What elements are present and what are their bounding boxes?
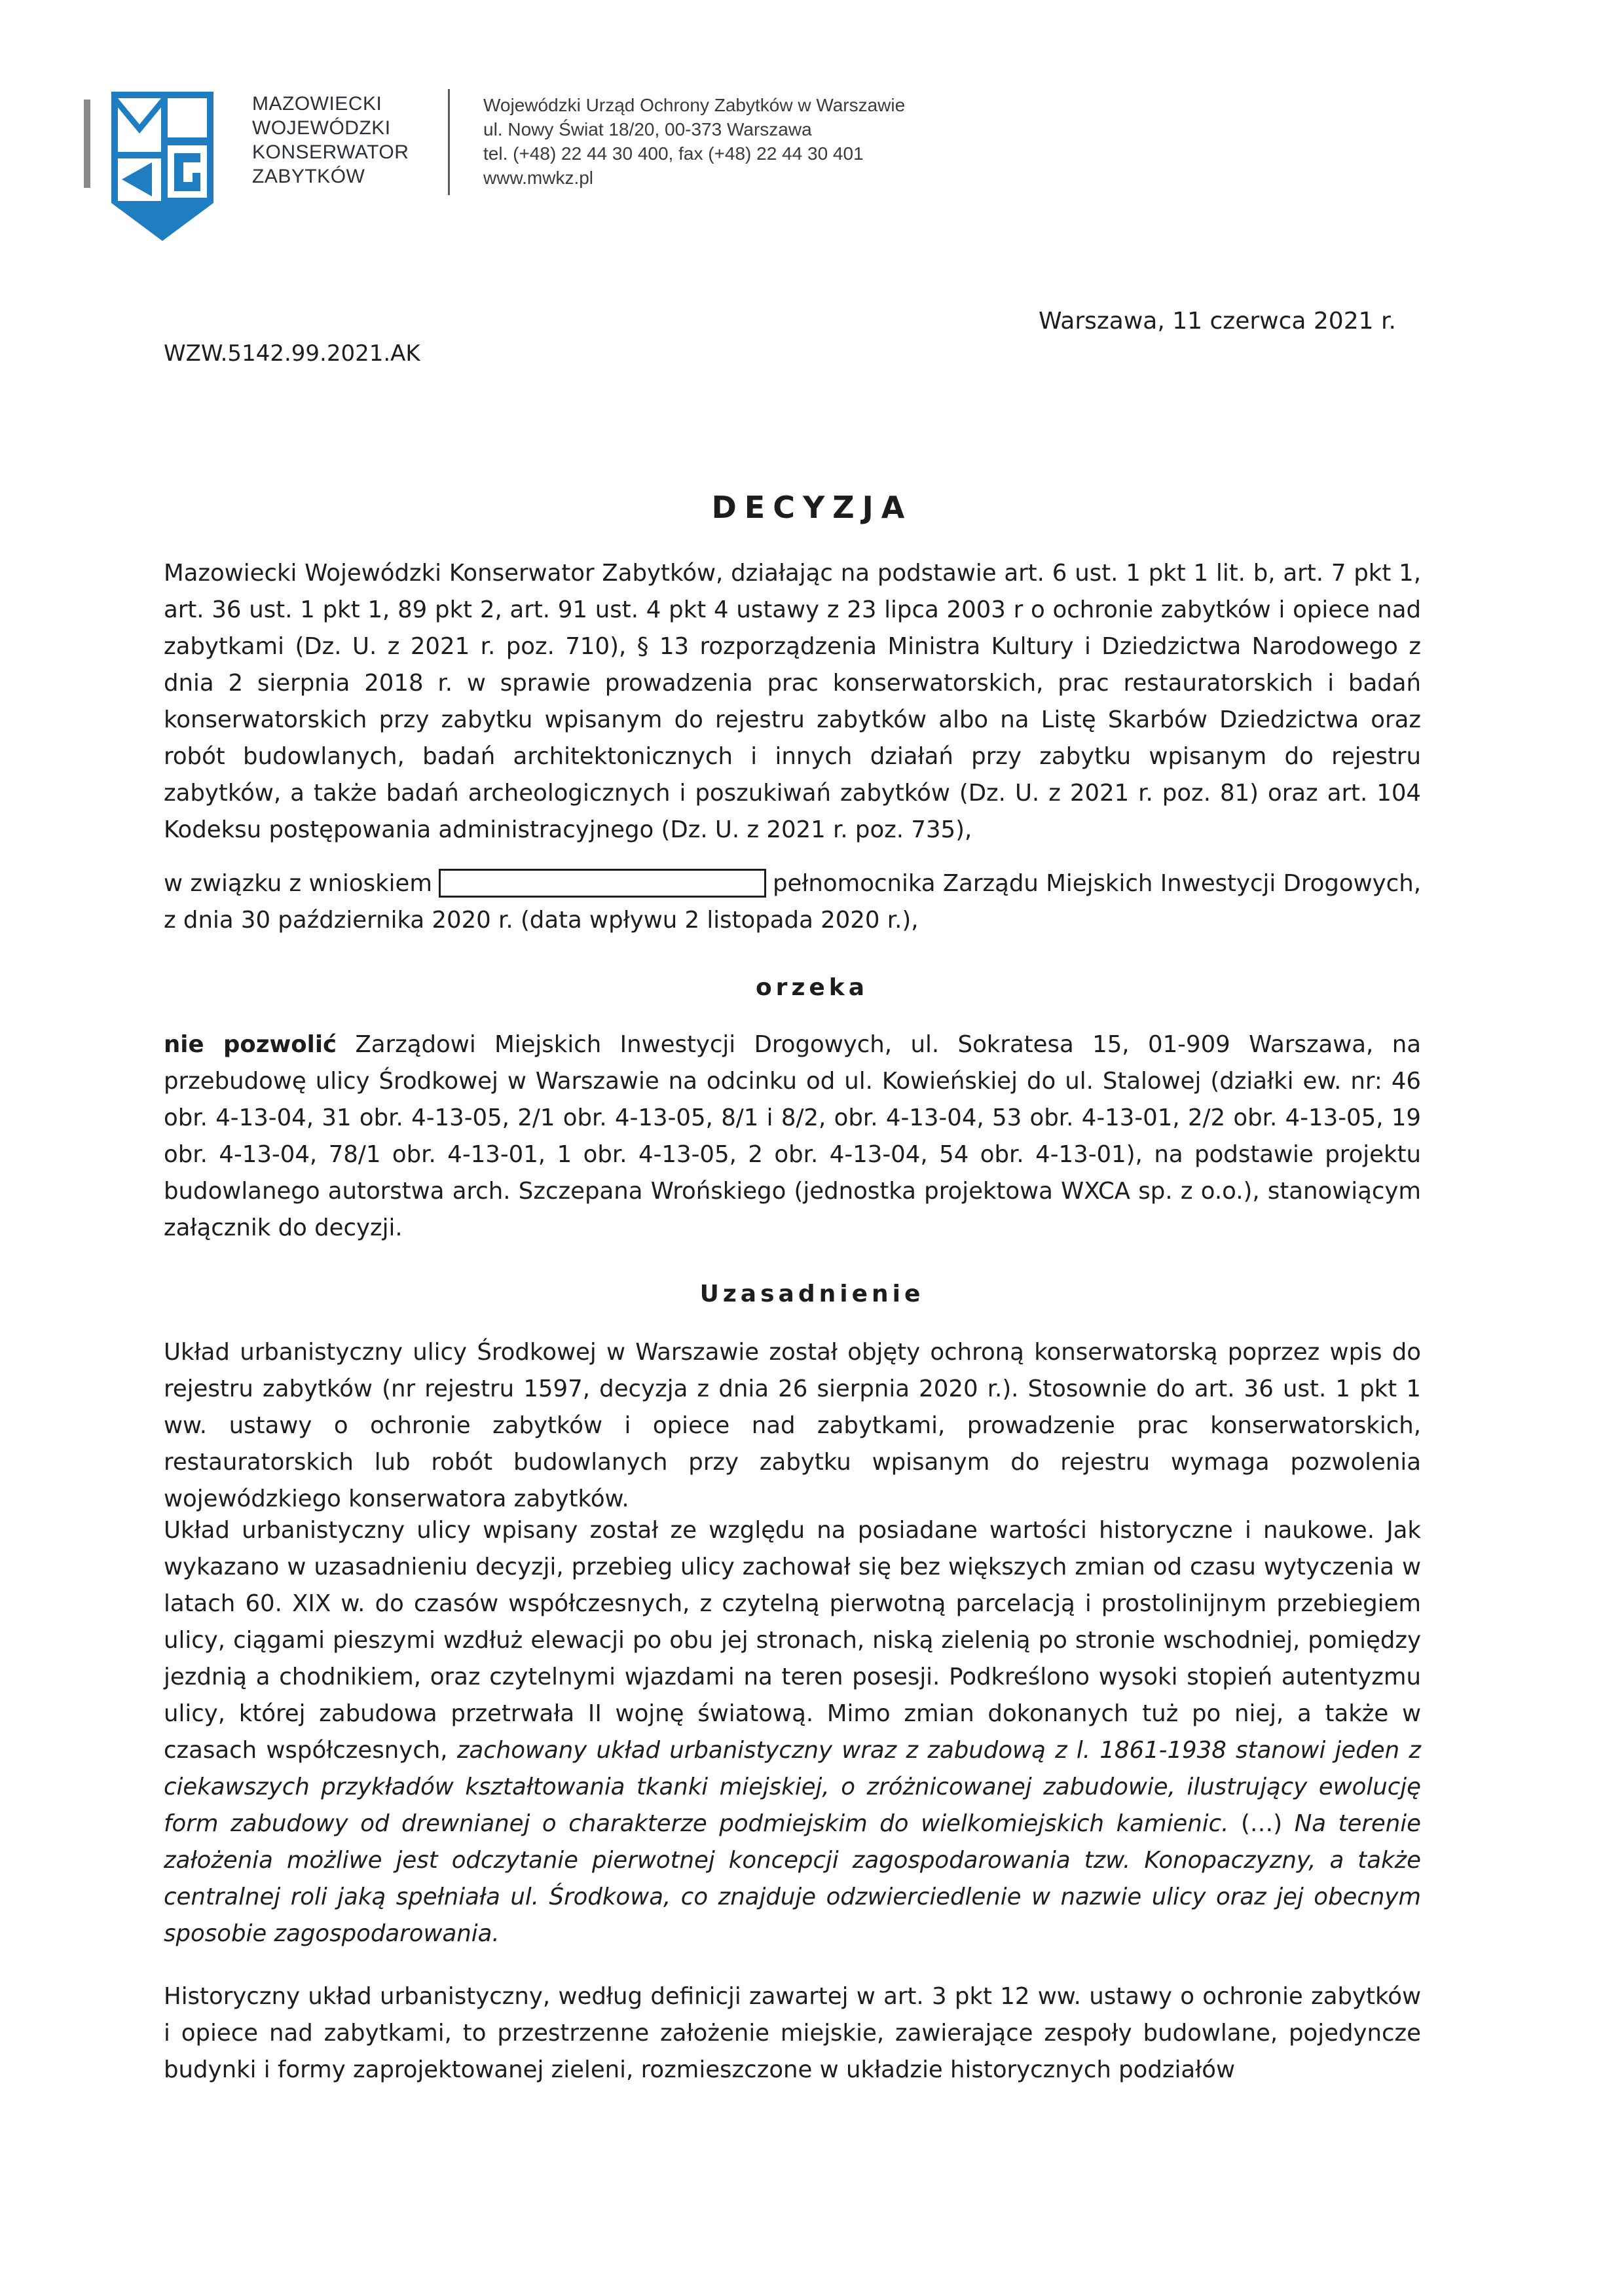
website-link[interactable]: www.mwkz.pl	[483, 168, 594, 188]
ruling-heading: orzeka	[755, 974, 869, 1001]
org-name	[252, 92, 409, 189]
org-line: KONSERWATOR	[252, 141, 409, 163]
ruling-text: Zarządowi Miejskich Inwestycji Drogowych, ul. Sokratesa 15, 01-909 Warszawa, na przebudowę ulicy Środkowej w Warszawie na odcinku od ul. Kowieńskiej do ul. Stalowej (działki ew. nr: 46 obr. 4-13-04, 31 obr. 4-13-05, 2/1 obr. 4-13-05, 8/1 i 8/2, obr. 4-13-04, 53 obr. 4-13-01, 2/2 obr. 4-13-05, 19 obr. 4-13-04, 78/1 obr. 4-13-01, 1 obr. 4-13-05, 2 obr. 4-13-04, 54 obr. 4-13-01), na podstawie projektu budowlanego autorstwa arch. Szczepana Wrońskiego (jednostka projektowa WXCA sp. z o.o.), stanowiącym załącznik do decyzji.	[164, 1031, 1421, 1241]
address-line: ul. Nowy Świat 18/20, 00-373 Warszawa	[483, 119, 812, 139]
justification-paragraph-1: Układ urbanistyczny ulicy Środkowej w Warszawie został objęty ochroną konserwatorską poprzez wpis do rejestru zabytków (nr rejestru 1597, decyzja z dnia 26 sierpnia 2020 r.). Stosownie do art. 36 ust. 1 pkt 1 ww. ustawy o ochronie zabytków i opiece nad zabytkami, prowadzenie prac konserwatorskich, restauratorskich lub robót budowlanych przy zabytku wpisanym do rejestru wymaga pozwolenia wojewódzkiego konserwatora zabytków.	[164, 1339, 1421, 1512]
request-paragraph	[164, 866, 1421, 939]
address-line: Wojewódzki Urząd Ochrony Zabytków w Warszawie	[483, 95, 906, 115]
org-line: ZABYTKÓW	[252, 166, 365, 187]
mwkz-logo-icon	[84, 86, 221, 244]
office-address	[483, 93, 905, 190]
request-before: w związku z wnioskiem	[164, 870, 432, 897]
org-line: MAZOWIECKI	[252, 93, 382, 115]
redacted-name-box	[439, 869, 766, 898]
p2-ellipsis: (…)	[1240, 1810, 1283, 1837]
header-divider	[448, 89, 450, 195]
p2-plain: Układ urbanistyczny ulicy wpisany został ze względu na posiadane wartości historyczne i naukowe. Jak wykazano w uzasadnieniu decyzji, przebieg ulicy zachował się bez większych zmian od czasu wytyczenia w latach 60. XIX w. do czasów współczesnych, z czytelną pierwotną parcelacją i prostolinijnym przebiegiem ulicy, ciągami pieszymi wzdłuż elewacji po obu jej stronach, niską zielenią po stronie wschodniej, pomiędzy jezdnią a chodnikiem, oraz czytelnymi wjazdami na teren posesji. Podkreślono wysoki stopień autentyzmu ulicy, której zabudowa przetrwała II wojnę światową. Mimo zmian dokonanych tuż po niej, a także w czasach współczesnych,	[164, 1517, 1421, 1764]
document-date: Warszawa, 11 czerwca 2021 r.	[1039, 308, 1396, 335]
legal-basis-paragraph: Mazowiecki Wojewódzki Konserwator Zabytków, działając na podstawie art. 6 ust. 1 pkt 1 lit. b, art. 7 pkt 1, art. 36 ust. 1 pkt 1, 89 pkt 2, art. 91 ust. 4 pkt 4 ustawy z 23 lipca 2003 r o ochronie zabytków i opiece nad zabytkami (Dz. U. z 2021 r. poz. 710), § 13 rozporządzenia Ministra Kultury i Dziedzictwa Narodowego z dnia 2 sierpnia 2018 r. w sprawie prowadzenia prac konserwatorskich, prac restauratorskich i badań konserwatorskich przy zabytku wpisanym do rejestru zabytków albo na Listę Skarbów Dziedzictwa oraz robót budowlanych, badań architektonicznych i innych działań przy zabytku wpisanym do rejestru zabytków, a także badań archeologicznych i poszukiwań zabytków (Dz. U. z 2021 r. poz. 81) oraz art. 104 Kodeksu postępowania administracyjnego (Dz. U. z 2021 r. poz. 735),	[164, 560, 1421, 843]
ruling-bold: nie pozwolić	[164, 1031, 337, 1058]
p2-quote-2: Na terenie założenia możliwe jest odczytanie pierwotnej koncepcji zagospodarowania tzw. Konopaczyzny, a także centralnej roli jaką spełniała ul. Środkowa, co znajduje odzwierciedlenie w nazwie ulicy oraz jej obecnym sposobie zagospodarowania.	[164, 1810, 1421, 1947]
address-line: tel. (+48) 22 44 30 400, fax (+48) 22 44 30 401	[483, 143, 864, 164]
document-title: DECYZJA	[711, 490, 913, 525]
justification-paragraph-3: Historyczny układ urbanistyczny, według definicji zawartej w art. 3 pkt 12 ww. ustawy o ochronie zabytków i opiece nad zabytkami, to przestrzenne założenie miejskie, zawierające zespoły budowlane, pojedyncze budynki i formy zaprojektowanej zieleni, rozmieszczone w układzie historycznych podziałów	[164, 1983, 1421, 2083]
org-line: WOJEWÓDZKI	[252, 117, 391, 139]
justification-paragraph-2	[164, 1512, 1421, 1952]
p2-quote-1: zachowany układ urbanistyczny wraz z zabudową z l. 1861-1938 stanowi jeden z ciekawszych przykładów kształtowania tkanki miejskiej, o zróżnicowanej zabudowie, ilustrujący ewolucję form zabudowy od drewnianej o charakterze podmiejskim do wielkomiejskich kamienic.	[164, 1737, 1421, 1837]
reference-number: WZW.5142.99.2021.AK	[164, 340, 420, 367]
justification-heading: Uzasadnienie	[699, 1281, 925, 1307]
ruling-paragraph	[164, 1027, 1421, 1247]
request-after: pełnomocnika Zarządu Miejskich Inwestycji Drogowych, z dnia 30 października 2020 r. (data wpływu 2 listopada 2020 r.),	[164, 870, 1421, 934]
